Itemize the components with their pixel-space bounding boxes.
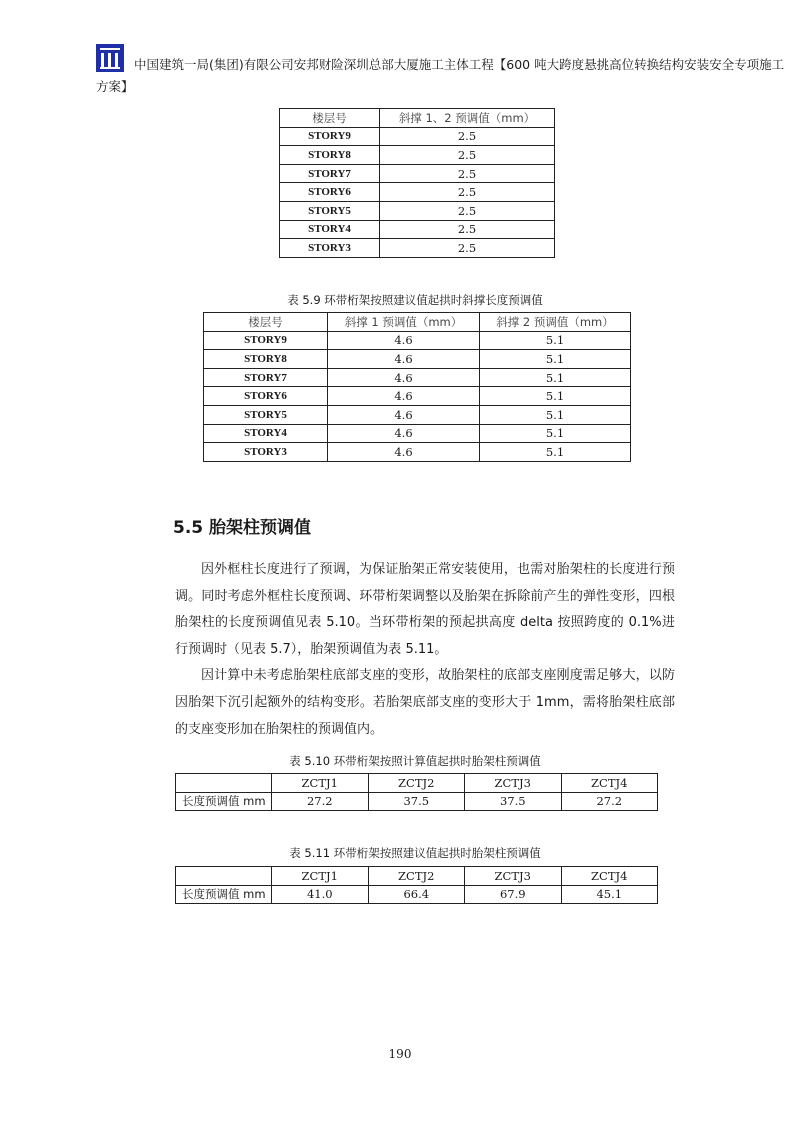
table-cell: ZCTJ1 [272,774,369,793]
body-paragraph: 因外框柱长度进行了预调，为保证胎架正常安装使用，也需对胎架柱的长度进行预调。同时考虑外框柱长度预调、环带桁架调整以及胎架在拆除前产生的弹性变形，四根胎架柱的长度预调值见表 5.10。当环带桁架的预起拱高度 delta 按照跨度的 0.1%进行预调时（见表 5.7），胎架预调值为表 5.11。 [175,562,675,657]
table-cell: STORY5 [204,405,328,424]
header-title: 中国建筑一局(集团)有限公司安邦财险深圳总部大厦施工主体工程【600 吨大跨度悬挑高位转换结构安装安全专项施工 [134,57,785,72]
table-cell: ZCTJ3 [465,867,562,886]
table-row [204,387,631,406]
table-cell: 2.5 [380,127,555,146]
table-header-row [176,867,658,886]
table-header-cell: 斜撑 1、2 预调值（mm） [380,109,555,128]
table-cell: 45.1 [561,885,658,904]
table-cell: STORY5 [280,201,380,220]
table-cell: 5.1 [480,331,631,350]
diagonal-brace-table-2 [203,312,631,462]
table-cell: ZCTJ4 [561,867,658,886]
table-cell: ZCTJ4 [561,774,658,793]
header-title-continued: 方案】 [96,79,134,94]
table-cell: 37.5 [465,792,562,811]
table-row [280,220,555,239]
table-header-row [204,313,631,332]
table-cell: 5.1 [480,368,631,387]
table-cell: 2.5 [380,220,555,239]
table-cell: STORY7 [280,164,380,183]
table-row [280,239,555,258]
table-cell: STORY3 [204,443,328,462]
shoring-column-table-5-10 [175,773,658,811]
table-header-row [280,109,555,128]
table-cell: 27.2 [272,792,369,811]
body-paragraph: 因计算中未考虑胎架柱底部支座的变形，故胎架柱的底部支座刚度需足够大，以防因胎架下沉引起额外的结构变形。若胎架底部支座的变形大于 1mm，需将胎架柱底部的支座变形加在胎架柱的预调值内。 [175,668,675,737]
table-header-cell: 斜撑 1 预调值（mm） [328,313,480,332]
table-row-label: 长度预调值 mm [176,792,272,811]
table-cell: 2.5 [380,164,555,183]
table-cell [176,867,272,886]
table-cell: 67.9 [465,885,562,904]
section-body [175,557,675,743]
diagonal-brace-table-1 [279,108,555,258]
table-row [204,424,631,443]
table-cell: STORY4 [280,220,380,239]
table-cell: ZCTJ3 [465,774,562,793]
table-row [280,183,555,202]
table-row [204,350,631,369]
table-cell: ZCTJ1 [272,867,369,886]
table-cell: 4.6 [328,387,480,406]
table-row [280,146,555,165]
table-caption: 表 5.11 环带桁架按照建议值起拱时胎架柱预调值 [289,846,541,860]
table-row [280,127,555,146]
table-cell: 2.5 [380,239,555,258]
table-cell: 5.1 [480,387,631,406]
table-row [280,164,555,183]
table-row [176,885,658,904]
section-heading: 5.5 胎架柱预调值 [173,518,312,538]
table-header-row [176,774,658,793]
company-logo-icon [96,44,124,72]
table-cell: STORY8 [204,350,328,369]
table-cell: 5.1 [480,405,631,424]
table-cell: STORY4 [204,424,328,443]
table-cell: 4.6 [328,443,480,462]
page-number: 190 [388,1047,412,1061]
table-row [280,201,555,220]
table-cell: STORY7 [204,368,328,387]
table-cell: 4.6 [328,350,480,369]
table-cell: STORY6 [204,387,328,406]
table-cell: 4.6 [328,368,480,387]
table-caption: 表 5.9 环带桁架按照建议值起拱时斜撑长度预调值 [287,293,543,307]
table-header-cell: 楼层号 [204,313,328,332]
table-cell: STORY9 [280,127,380,146]
table-cell [176,774,272,793]
table-row [204,443,631,462]
table-cell: STORY8 [280,146,380,165]
table-row [204,331,631,350]
table-row [176,792,658,811]
table-cell: STORY6 [280,183,380,202]
table-cell: ZCTJ2 [368,867,465,886]
table-cell: ZCTJ2 [368,774,465,793]
table-header-cell: 楼层号 [280,109,380,128]
table-cell: 37.5 [368,792,465,811]
table-cell: 5.1 [480,443,631,462]
table-header-cell: 斜撑 2 预调值（mm） [480,313,631,332]
table-cell: 4.6 [328,331,480,350]
table-cell: 41.0 [272,885,369,904]
shoring-column-table-5-11 [175,866,658,904]
table-cell: 5.1 [480,350,631,369]
table-cell: 5.1 [480,424,631,443]
table-cell: 66.4 [368,885,465,904]
table-cell: 27.2 [561,792,658,811]
table-cell: 4.6 [328,424,480,443]
table-row [204,405,631,424]
table-cell: 2.5 [380,201,555,220]
table-cell: 4.6 [328,405,480,424]
table-cell: 2.5 [380,146,555,165]
table-cell: 2.5 [380,183,555,202]
table-row [204,368,631,387]
table-caption: 表 5.10 环带桁架按照计算值起拱时胎架柱预调值 [289,754,541,768]
table-row-label: 长度预调值 mm [176,885,272,904]
table-cell: STORY3 [280,239,380,258]
table-cell: STORY9 [204,331,328,350]
